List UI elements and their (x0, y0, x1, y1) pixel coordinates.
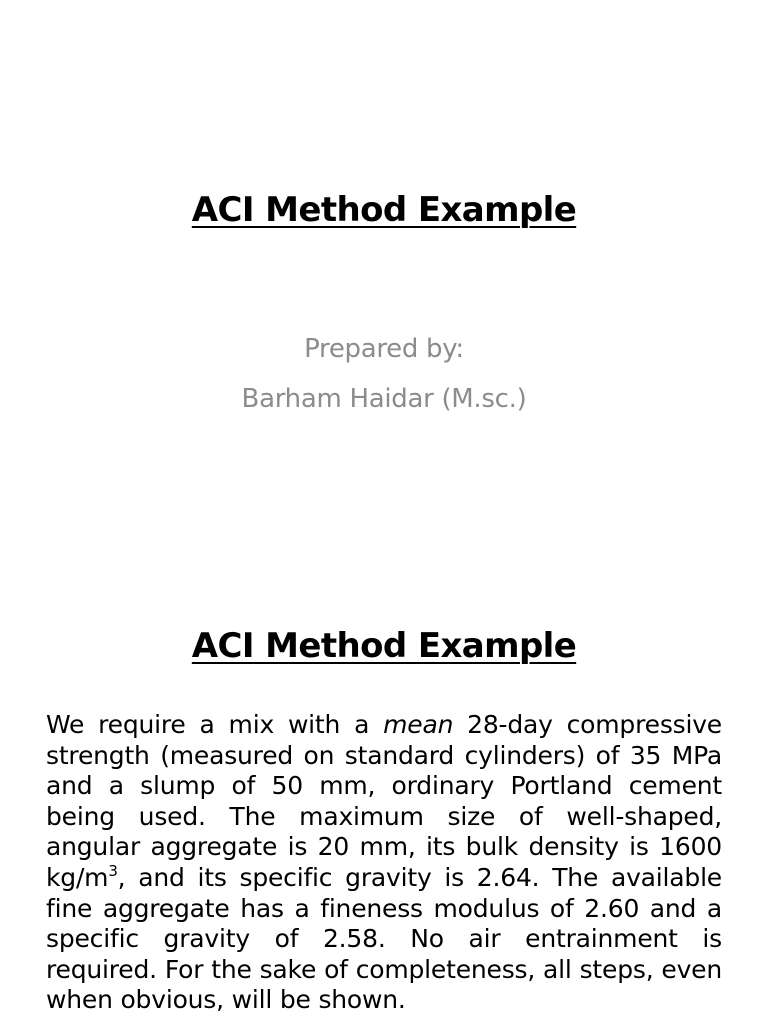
superscript-cubed: 3 (108, 861, 118, 880)
content-slide (0, 580, 768, 1024)
problem-text-part-1: We require a mix with a (46, 710, 384, 739)
problem-text-part-2: 28-day compressive strength (measured on standard cylinders) of 35 MPa and a slump of 50 mm, ordinary Portland cement being used. The maximum size of well-shaped, angular aggregate is 20 mm, its bulk density is 1600 kg/m (46, 710, 722, 892)
problem-text-part-3: , and its specific gravity is 2.64. The available fine aggregate has a fineness modulus of 2.60 and a specific gravity of 2.58. No air entrainment is required. For the sake of completeness, all steps, even when obvious, will be shown. (46, 862, 722, 1015)
prepared-by-label: Prepared by: (304, 334, 464, 364)
problem-statement (46, 710, 722, 1016)
slide-title: ACI Method Example (191, 190, 577, 230)
author-name: Barham Haidar (M.sc.) (241, 384, 527, 414)
slide-title: ACI Method Example (191, 626, 577, 666)
emphasis-mean: mean (383, 710, 454, 739)
